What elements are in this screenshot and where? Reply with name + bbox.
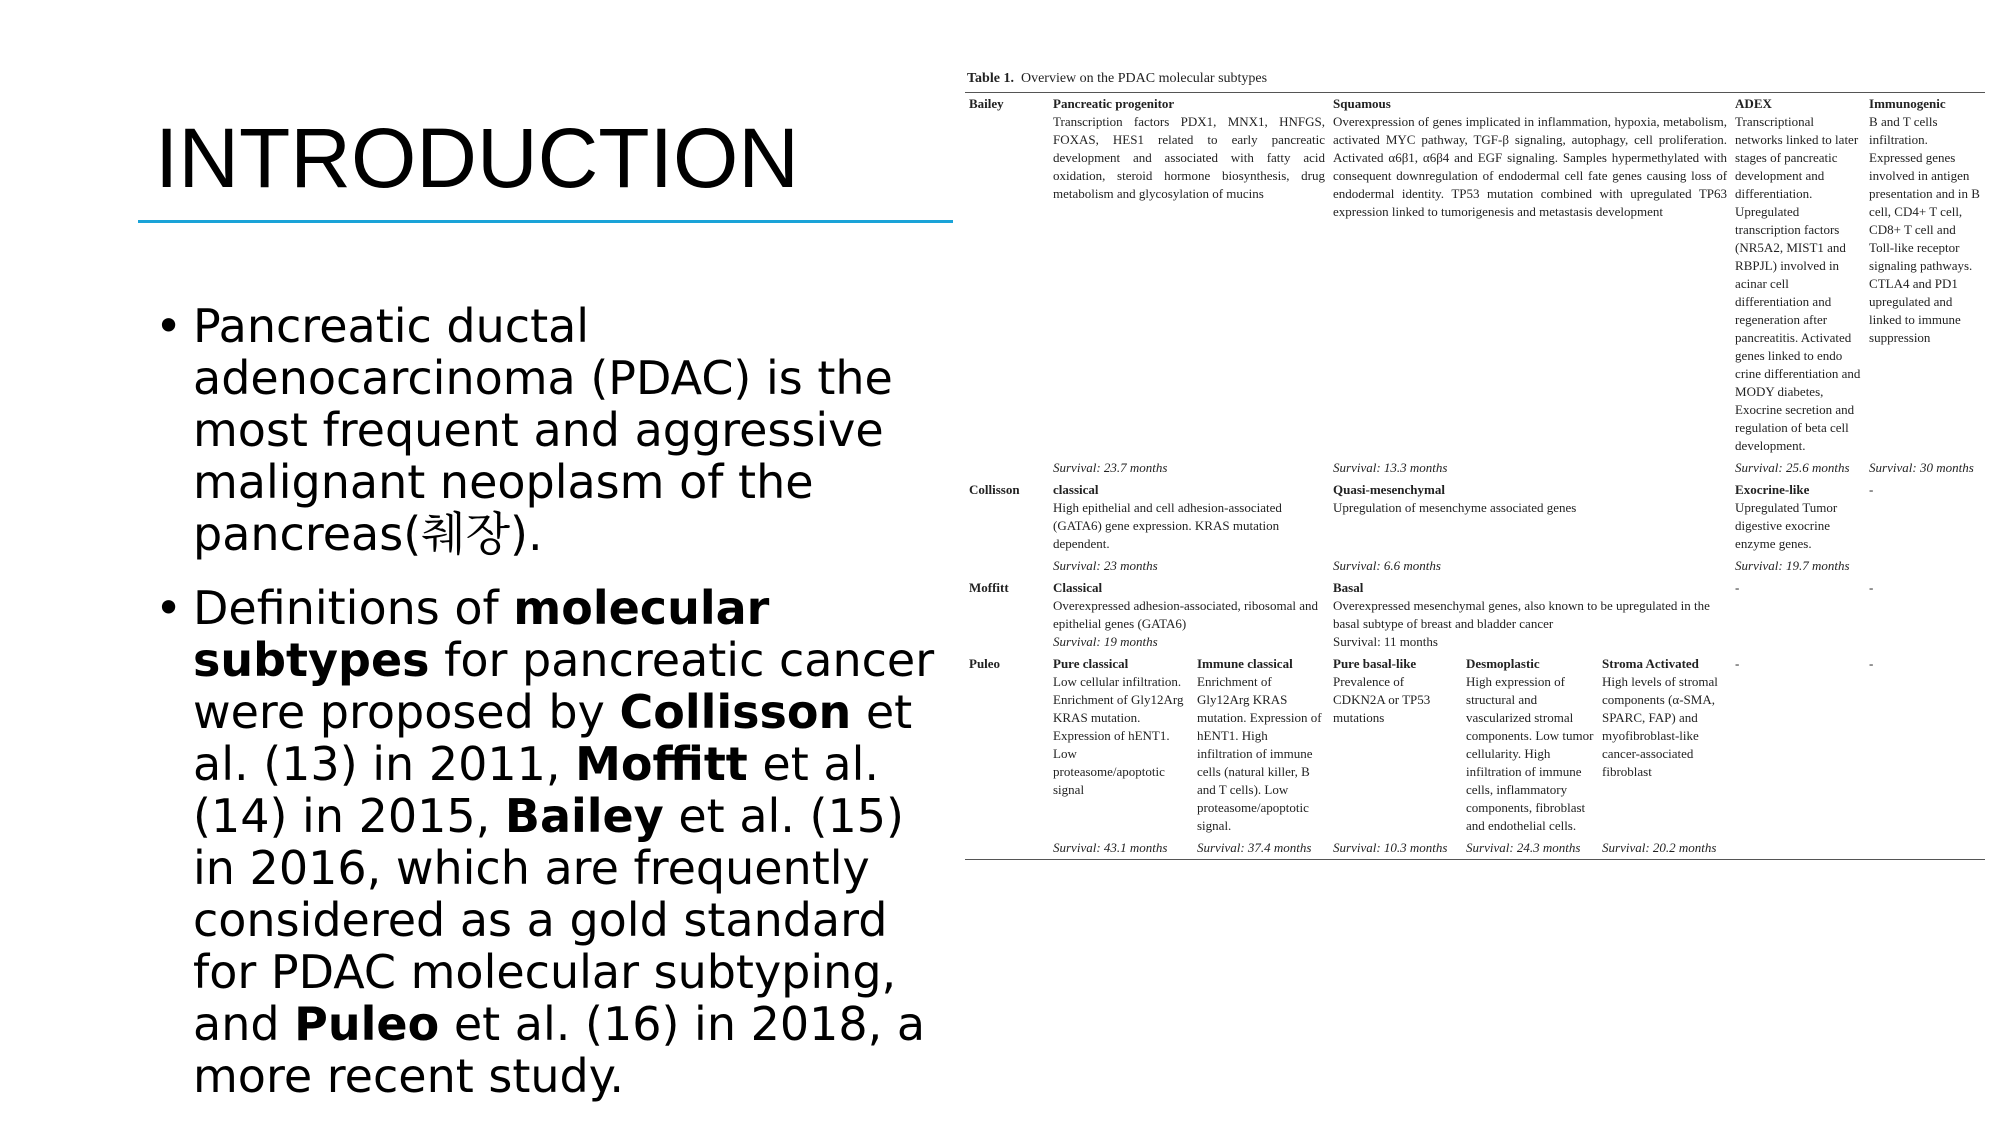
- subtype-cell: Pure basal-like Prevalence of CDKN2A or TP53 mutations: [1333, 656, 1431, 725]
- empty-cell: -: [1735, 656, 1740, 671]
- subtype-cell: Basal Overexpressed mesenchymal genes, also known to be upregulated in the basal subtype of breast and bladder cancer Survival: 11 months: [1333, 580, 1710, 649]
- study-cell: Bailey: [969, 96, 1004, 111]
- bullet-list: [155, 300, 955, 1124]
- table-row-collisson-survival: [965, 555, 1985, 577]
- subtype-cell: Immune classical Enrichment of Gly12Arg KRAS mutation. Expression of hENT1. High infiltration of immune cells (natural killer, B and T cells). Low proteasome/apoptotic signal.: [1197, 656, 1322, 833]
- table-row-collisson: [965, 479, 1985, 555]
- subtype-cell: Desmoplastic High expression of structural and vascularized stromal components. Low tumor cellularity. High infiltration of immune cells, inflammatory components, fibroblast and endothelial cells.: [1466, 656, 1594, 833]
- table-row-puleo-survival: [965, 837, 1985, 860]
- table-row-bailey-survival: [965, 457, 1985, 479]
- table-row-moffitt: [965, 577, 1985, 653]
- subtype-cell: Quasi-mesenchymal Upregulation of mesenchyme associated genes: [1333, 482, 1577, 515]
- survival-cell: Survival: 6.6 months: [1333, 558, 1441, 573]
- survival-cell: Survival: 25.6 months: [1735, 460, 1850, 475]
- survival-cell: Survival: 10.3 months: [1333, 840, 1448, 855]
- pdac-subtypes-table-figure: [965, 70, 1985, 860]
- subtype-cell: Pure classical Low cellular infiltration. Enrichment of Gly12Arg KRAS mutation. Expression of hENT1. Low proteasome/apoptotic signal: [1053, 656, 1184, 797]
- empty-cell: -: [1869, 656, 1874, 671]
- slide-title: INTRODUCTION: [155, 111, 799, 205]
- survival-cell: Survival: 30 months: [1869, 460, 1974, 475]
- table-caption: Table 1. Overview on the PDAC molecular subtypes: [967, 71, 1268, 86]
- study-cell: Collisson: [969, 482, 1020, 497]
- bullet-item: [155, 582, 955, 1102]
- bullet-text: Pancreatic ductal adenocarcinoma (PDAC) is the most frequent and aggressive malignant neoplasm of the pancreas(췌장).: [193, 299, 893, 561]
- study-cell: Moffitt: [969, 580, 1009, 595]
- survival-cell: Survival: 43.1 months: [1053, 840, 1168, 855]
- empty-cell: -: [1735, 580, 1740, 595]
- bullet-dot-icon: •: [155, 581, 183, 635]
- survival-cell: Survival: 19.7 months: [1735, 558, 1850, 573]
- subtype-cell: Stroma Activated High levels of stromal components (α-SMA, SPARC, FAP) and myofibroblast-like cancer-associated fibroblast: [1602, 656, 1718, 779]
- pdac-subtypes-table: [965, 92, 1985, 860]
- empty-cell: -: [1869, 482, 1874, 497]
- subtype-cell: Exocrine-like Upregulated Tumor digestive exocrine enzyme genes.: [1735, 482, 1838, 551]
- bullet-text: Definitions of molecular subtypes for pancreatic cancer were proposed by Collisson et al. (13) in 2011, Moffitt et al. (14) in 2015, Bailey et al. (15) in 2016, which are frequently considered as a gold standard for PDAC molecular subtyping, and Puleo et al. (16) in 2018, a more recent study.: [193, 581, 935, 1103]
- title-underline: [138, 220, 953, 223]
- bullet-item: [155, 300, 955, 560]
- subtype-cell: ADEX Transcriptional networks linked to later stages of pancreatic development and differentiation. Upregulated transcription factors (NR5A2, MIST1 and RBPJL) involved in acinar cell differentiation and regeneration after pancreatitis. Activated genes linked to endo crine differentiation and MODY diabetes, Exocrine secretion and regulation of beta cell development.: [1735, 96, 1861, 453]
- subtype-cell: Immunogenic B and T cells infiltration. Expressed genes involved in antigen presentation and in B cell, CD4+ T cell, CD8+ T cell and Toll-like receptor signaling pathways. CTLA4 and PD1 upregulated and linked to immune suppression: [1869, 96, 1980, 345]
- study-cell: Puleo: [969, 656, 1001, 671]
- empty-cell: -: [1869, 580, 1874, 595]
- survival-cell: Survival: 20.2 months: [1602, 840, 1717, 855]
- survival-cell: Survival: 23 months: [1053, 558, 1158, 573]
- subtype-cell: classical High epithelial and cell adhesion-associated (GATA6) gene expression. KRAS mutation dependent.: [1053, 482, 1282, 551]
- subtype-cell: Squamous Overexpression of genes implicated in inflammation, hypoxia, metabolism, activated MYC pathway, TGF-β signaling, autophagy, cell proliferation. Activated α6β1, α6β4 and EGF signaling. Samples hypermethylated with consequent downregulation of endodermal cell fate genes causing loss of endodermal identity. TP53 mutation combined with upregulated TP63 expression linked to tumorigenesis and metastasis development: [1333, 96, 1728, 219]
- subtype-cell: Pancreatic progenitor Transcription factors PDX1, MNX1, HNFGS, FOXAS, HES1 related to early pancreatic development and associated with fatty acid oxidation, steroid hormone biosynthesis, drug metabolism and glycosylation of mucins: [1053, 96, 1326, 201]
- table-row-puleo: [965, 653, 1985, 837]
- survival-cell: Survival: 37.4 months: [1197, 840, 1312, 855]
- bullet-dot-icon: •: [155, 299, 183, 353]
- table-row-bailey: [965, 93, 1985, 458]
- survival-cell: Survival: 23.7 months: [1053, 460, 1168, 475]
- survival-cell: Survival: 24.3 months: [1466, 840, 1581, 855]
- survival-cell: Survival: 13.3 months: [1333, 460, 1448, 475]
- subtype-cell: Classical Overexpressed adhesion-associated, ribosomal and epithelial genes (GATA6) Survival: 19 months: [1053, 580, 1318, 649]
